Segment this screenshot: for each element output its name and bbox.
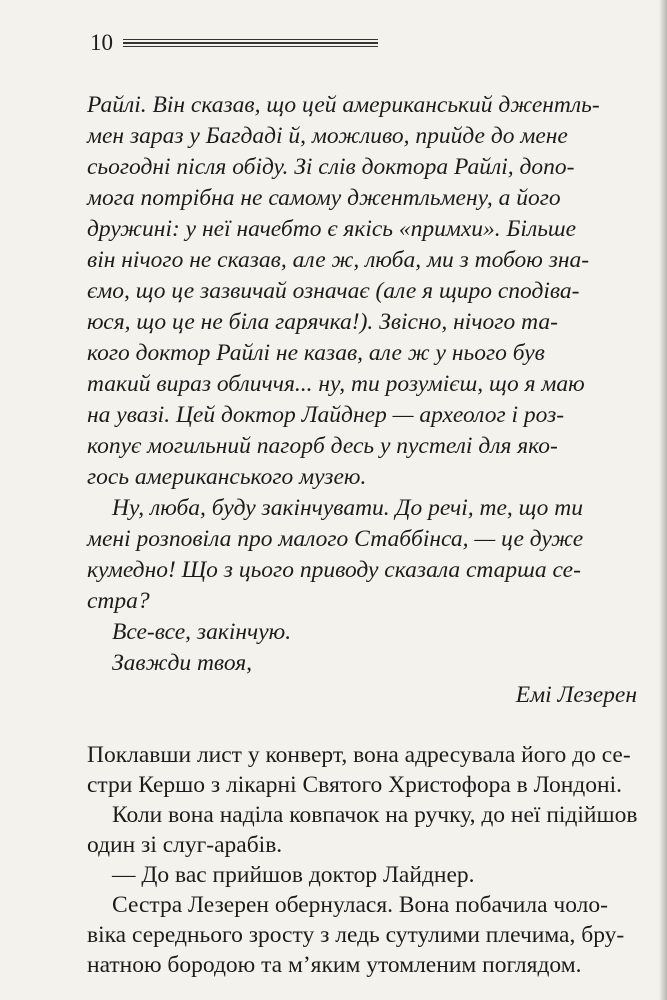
body-line: — До вас прийшов доктор Лайднер.: [112, 862, 475, 888]
letter-line: Райлі. Він сказав, що цей американський джентль-: [87, 92, 600, 118]
letter-line: такий вираз обличчя... ну, ти розумієш, що я маю: [87, 371, 585, 397]
letter-line: Все-все, закінчую.: [112, 619, 292, 645]
body-line: віка середнього зросту з ледь сутулими плечима, бру-: [87, 922, 625, 948]
letter-line: мен зараз у Багдаді й, можливо, прийде до мене: [87, 123, 568, 149]
page-number: 10: [90, 30, 113, 55]
page-header: [90, 30, 378, 56]
letter-line: ємо, що це зазвичай означає (але я щиро сподіва-: [87, 278, 580, 304]
body-line: один зі слуг-арабів.: [87, 832, 283, 858]
page-edge-shadow: [659, 0, 667, 1000]
letter-line: стра?: [87, 588, 150, 614]
letter-line: кого доктор Райлі не казав, але ж у нього був: [87, 340, 545, 366]
letter-line: він нічого не сказав, але ж, люба, ми з тобою зна-: [87, 247, 590, 273]
letter-line: копує могильний пагорб десь у пустелі для яко-: [87, 433, 558, 459]
letter-line: мені розповіла про малого Стаббінса, — це дуже: [87, 526, 584, 552]
body-line: Поклавши лист у конверт, вона адресувала його до се-: [87, 742, 631, 768]
letter-line: юся, що це не біла гарячка!). Звісно, нічого та-: [87, 309, 558, 335]
header-rule: [123, 37, 378, 49]
letter-line: гось американського музею.: [87, 464, 367, 490]
letter-line: мога потрібна не самому джентльмену, а його: [87, 185, 561, 211]
body-line: Коли вона наділа ковпачок на ручку, до неї підійшов: [112, 802, 638, 828]
letter-line: кумедно! Що з цього приводу сказала старша се-: [87, 557, 581, 583]
letter-line: дружині: у неї начебто є якісь «примхи». Більше: [87, 216, 577, 242]
letter-signature: Емі Лезерен: [515, 682, 637, 708]
body-line: Сестра Лезерен обернулася. Вона побачила чоло-: [112, 892, 608, 918]
letter-line: Завжди твоя,: [112, 650, 253, 676]
body-line: натною бородою та м’яким утомленим поглядом.: [87, 952, 582, 978]
body-line: стри Кершо з лікарні Святого Христофора в Лондоні.: [87, 772, 622, 798]
letter-line: сьогодні після обіду. Зі слів доктора Райлі, допо-: [87, 154, 575, 180]
letter-line: на увазі. Цей доктор Лайднер — археолог і роз-: [87, 402, 565, 428]
letter-line: Ну, люба, буду закінчувати. До речі, те, що ти: [112, 495, 584, 521]
